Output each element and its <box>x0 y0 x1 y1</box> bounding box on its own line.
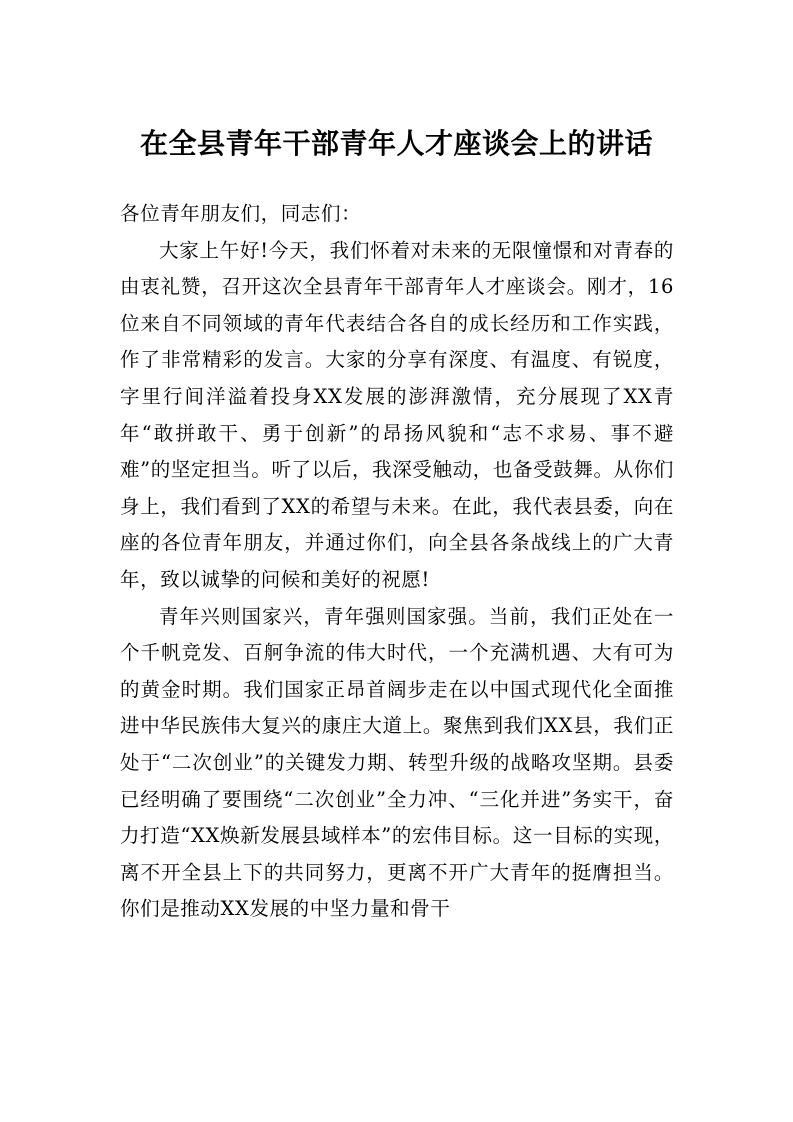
paragraph-1: 大家上午好!今天，我们怀着对未来的无限憧憬和对青春的由衷礼赞，召开这次全县青年干部青年人才座谈会。刚才，16位来自不同领域的青年代表结合各自的成长经历和工作实践，作了非常精彩的发言。大家的分享有深度、有温度、有锐度，字里行间洋溢着投身XX发展的澎湃激情，充分展现了XX青年“敢拼敢干、勇于创新”的昂扬风貌和“志不求易、事不避难”的坚定担当。听了以后，我深受触动，也备受鼓舞。从你们身上，我们看到了XX的希望与未来。在此，我代表县委，向在座的各位青年朋友，并通过你们，向全县各条战线上的广大青年，致以诚挚的问候和美好的祝愿! <box>120 238 674 591</box>
salutation: 各位青年朋友们，同志们： <box>120 202 362 225</box>
paragraph-2: 青年兴则国家兴，青年强则国家强。当前，我们正处在一个千帆竞发、百舸争流的伟大时代，一个充满机遇、大有可为的黄金时期。我们国家正昂首阔步走在以中国式现代化全面推进中华民族伟大复兴的康庄大道上。聚焦到我们XX县，我们正处于“二次创业”的关键发力期、转型升级的战略攻坚期。县委已经明确了要围绕“二次创业”全力冲、“三化并进”务实干，奋力打造“XX焕新发展县域样本”的宏伟目标。这一目标的实现，离不开全县上下的共同努力，更离不开广大青年的挺膺担当。你们是推动XX发展的中坚力量和骨干 <box>120 604 674 921</box>
document-title: 在全县青年干部青年人才座谈会上的讲话 <box>139 127 653 160</box>
document-body <box>120 196 674 928</box>
